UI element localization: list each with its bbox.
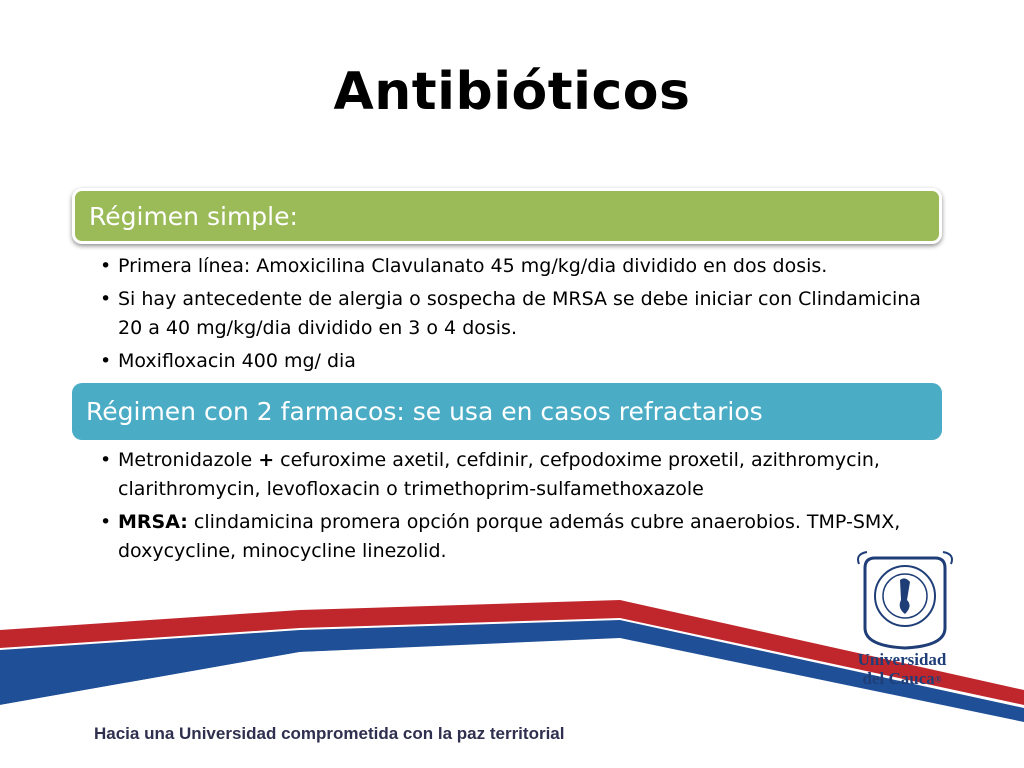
item-rest: cefuroxime axetil, cefdinir, cefpodoxime proxetil, azithromycin, clarithromycin, levofloxacin o trimethoprim-sulfamethoxazole [118, 449, 880, 500]
list-item: • Moxifloxacin 400 mg/ dia [100, 347, 940, 376]
list-item: • Si hay antecedente de alergia o sospecha de MRSA se debe iniciar con Clindamicina 20 a 40 mg/kg/dia dividido en 3 o 4 dosis. [100, 285, 940, 343]
logo-line1: Universidad [857, 650, 947, 669]
simple-regimen-list [100, 252, 940, 380]
list-item: • Primera línea: Amoxicilina Clavulanato 45 mg/kg/dia dividido en dos dosis. [100, 252, 940, 281]
section-header-combined-label: Régimen con 2 farmacos: se usa en casos refractarios [86, 397, 763, 426]
logo-mark: ® [934, 674, 942, 685]
logo-line2: del Cauca [862, 669, 935, 688]
list-item [100, 508, 940, 566]
section-header-simple-label: Régimen simple: [89, 201, 298, 231]
item-mrsa-label: MRSA: [118, 511, 188, 533]
section-header-simple [72, 188, 942, 244]
item-plus: + [258, 449, 275, 471]
item-rest: clindamicina promera opción porque además cubre anaerobios. TMP-SMX, doxycycline, minocycline linezolid. [118, 511, 901, 562]
section-header-combined [72, 383, 942, 440]
footer-tagline: Hacia una Universidad comprometida con la paz territorial [94, 724, 565, 743]
slide-title: Antibióticos [333, 62, 691, 122]
combined-regimen-list [100, 446, 940, 570]
university-logo-text [852, 650, 952, 690]
item-lead: Metronidazole [118, 449, 259, 471]
list-item [100, 446, 940, 504]
